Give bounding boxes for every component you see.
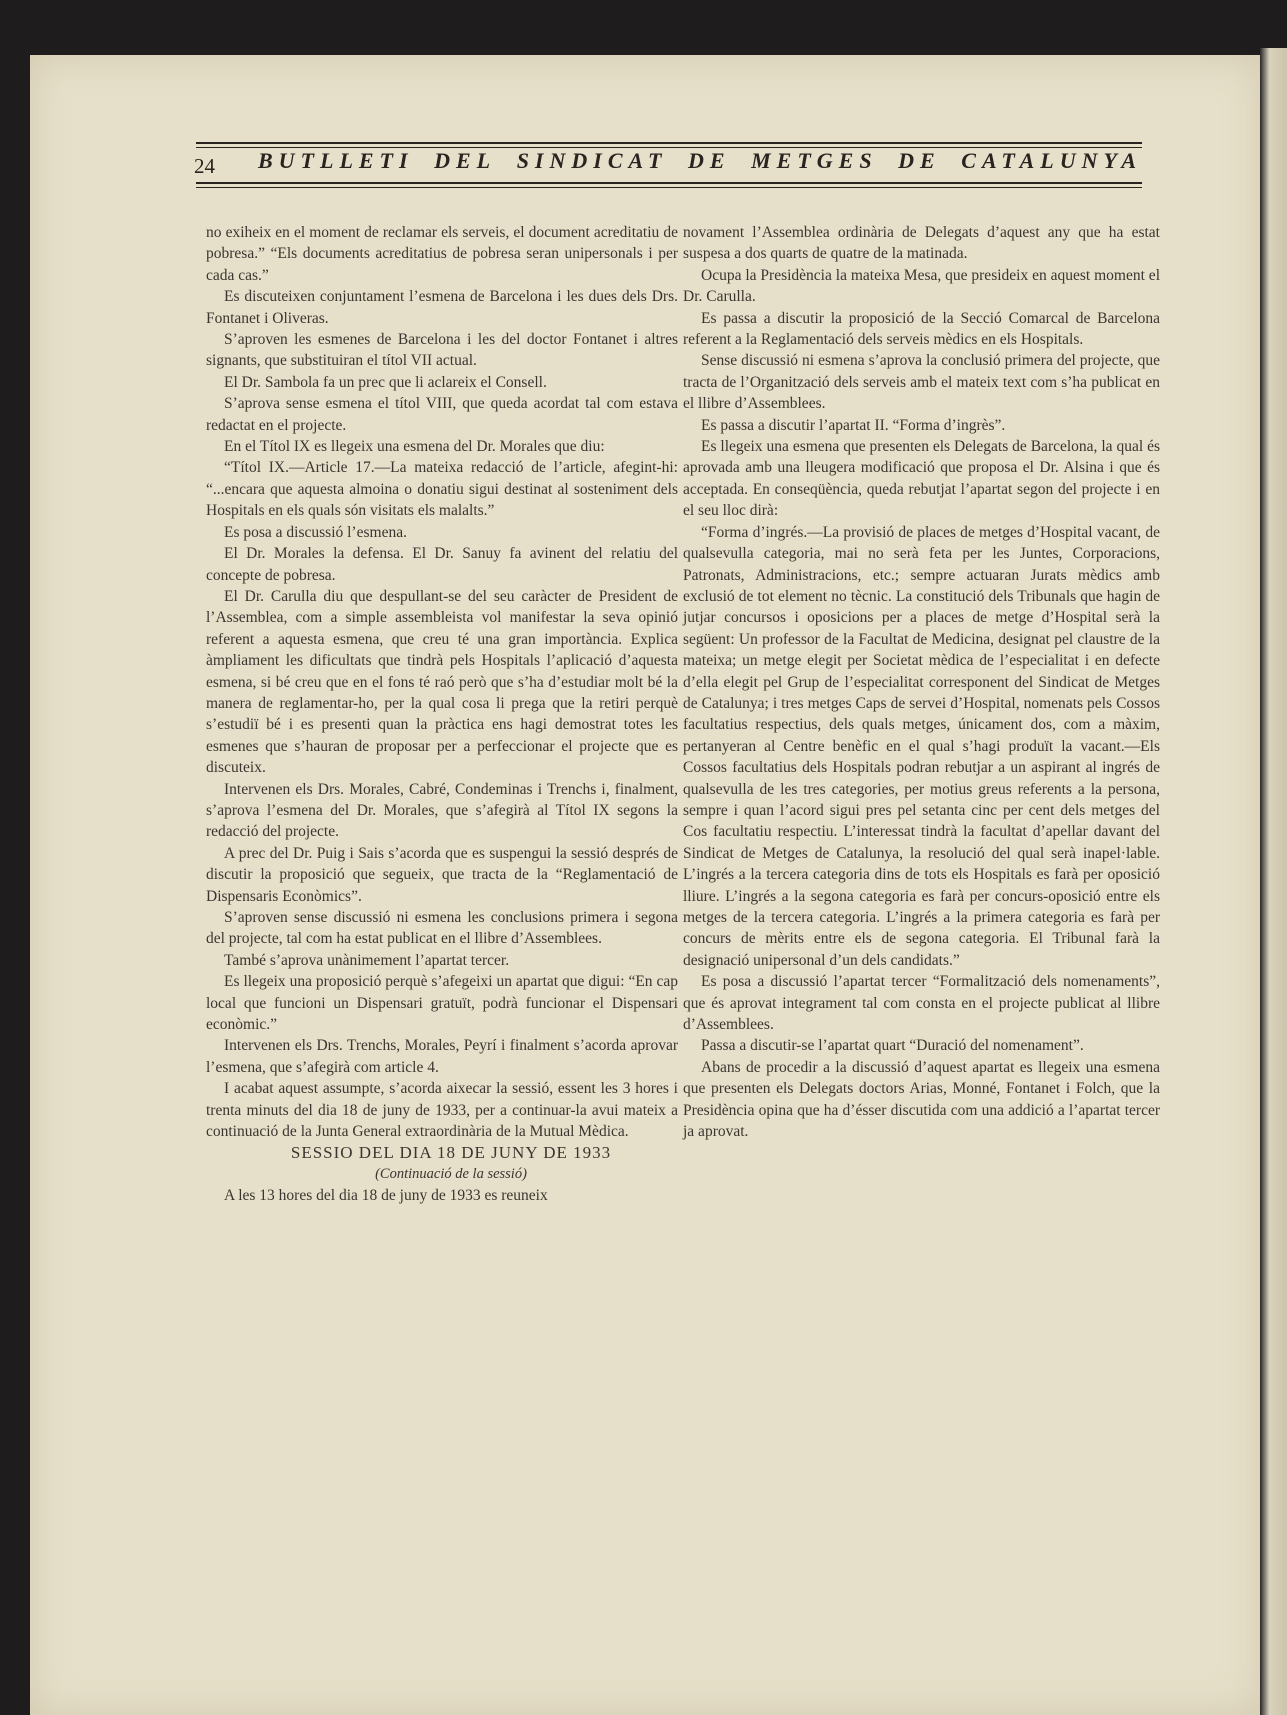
paragraph: Es posa a discussió l’apartat tercer “Formalització dels nomenaments”, que és aprovat integrament tal com consta en el projecte publicat al llibre d’Assemblees. — [683, 973, 1160, 1034]
right-column — [683, 222, 1160, 1142]
journal-title-word: BUTLLETI — [258, 148, 414, 173]
journal-title-word: DE — [898, 148, 941, 173]
next-page-edge — [1260, 48, 1287, 1715]
paragraph: Intervenen els Drs. Morales, Cabré, Condeminas i Trenchs i, finalment, s’aprova l’esmena del Dr. Morales, que s’afegirà al Títol IX segons la redacció del projecte. — [206, 780, 678, 841]
paragraph: El Dr. Carulla diu que despullant-se del seu caràcter de President de l’Assemblea, com a simple assembleista vol manifestar la seva opinió referent a aquesta esmena, que creu té una gran importància. Explica àmpliament les dificultats que tindrà pels Hospitals l’aplicació d’aquesta esmena, si bé creu que en el fons té raó però que s’ha d’estudiar molt bé la manera de reglamentar-ho, per la qual cosa li prega que la retiri perquè s’estudiï bé i es presenti quan la pràctica ens hagi demostrat totes les esmenes que s’hauran de proposar per a perfeccionar el projecte que es discuteix. — [206, 587, 678, 777]
page-number: 24 — [194, 154, 215, 178]
paragraph: “Títol IX.—Article 17.—La mateixa redacció de l’article, afegint-hi: “...encara que aquesta almoina o donatiu sigui destinat al sosteniment dels Hospitals en els quals són visitats els malalts.” — [206, 459, 678, 520]
paragraph: També s’aprova unànimement l’apartat tercer. — [224, 951, 510, 969]
running-header — [166, 88, 1142, 198]
paragraph: Ocupa la Presidència la mateixa Mesa, que presideix en aquest moment el Dr. Carulla. — [683, 266, 1160, 306]
paragraph: En el Títol IX es llegeix una esmena del Dr. Morales que diu: — [224, 438, 605, 456]
paragraph: El Dr. Sambola fa un prec que li aclareix el Consell. — [224, 373, 547, 391]
section-heading: SESSIO DEL DIA 18 DE JUNY DE 1933 — [290, 1143, 612, 1163]
journal-title-word: DE — [687, 148, 731, 173]
paragraph: El Dr. Morales la defensa. El Dr. Sanuy fa avinent del relatiu del concepte de pobresa. — [206, 545, 678, 584]
paragraph: Intervenen els Drs. Trenchs, Morales, Peyrí i finalment s’acorda aprovar l’esmena, que s’afegirà com article 4. — [206, 1037, 678, 1076]
paragraph: A les 13 hores del dia 18 de juny de 1933 es reuneix — [224, 1187, 548, 1205]
paragraph: S’aproven les esmenes de Barcelona i les del doctor Fontanet i altres signants, que substituiran el títol VII actual. — [206, 331, 678, 370]
journal-title-word: DEL — [434, 148, 497, 173]
paragraph: I acabat aquest assumpte, s’acorda aixecar la sessió, essent les 3 hores i trenta minuts del dia 18 de juny de 1933, per a continuar-la avui mateix a continuació de la Junta General extraordinària de la Mutual Mèdica. — [206, 1080, 678, 1141]
paragraph: Es llegeix una proposició perquè s’afegeixi un apartat que digui: “En cap local que funcioni un Dispensari gratuït, podrà funcionar el Dispensari econòmic.” — [206, 973, 678, 1034]
left-column — [206, 222, 678, 1207]
journal-title — [258, 148, 1142, 174]
paragraph: Abans de procedir a la discussió d’aquest apartat es llegeix una esmena que presenten els Delegats doctors Arias, Monné, Fontanet i Folch, que la Presidència opina que ha d’ésser discutida com una addició a l’apartat tercer ja aprovat. — [683, 1058, 1160, 1141]
paragraph: no exiheix en el moment de reclamar els serveis, el document acreditatiu de pobresa.” “Els documents acreditatius de pobresa seran unipersonals i per cada cas.” — [206, 224, 678, 284]
paragraph: Es passa a discutir la proposició de la Secció Comarcal de Barcelona referent a la Reglamentació dels serveis mèdics en els Hospitals. — [683, 309, 1160, 349]
journal-title-word: METGES — [751, 148, 878, 173]
paragraph: Es posa a discussió l’esmena. — [224, 523, 407, 541]
paragraph: Passa a discutir-se l’apartat quart “Duració del nomenament”. — [701, 1037, 1084, 1055]
paragraph: Es passa a discutir l’apartat II. “Forma d’ingrès”. — [701, 416, 1006, 434]
paragraph: “Forma d’ingrés.—La provisió de places de metges d’Hospital vacant, de qualsevulla categoria, mai no serà feta per les Juntes, Corporacions, Patronats, Administracions, etc.; sempre actuaran Jurats mèdics amb exclusió de tot element no tècnic. La constitució dels Tribunals que hagin de jutjar concursos i oposicions per a places de metge d’Hospital serà la següent: Un professor de la Facultat de Medicina, designat pel claustre de la mateixa; un metge elegit per Societat mèdica de l’especialitat i en defecte d’ella elegit pel Grup de l’especialitat corresponent del Sindicat de Metges de Catalunya; i tres metges Caps de servei d’Hospital, nomenats pels Cossos facultatius respectius, dels quals metges, únicament dos, com a màxim, pertanyeran al Centre benèfic en el qual s’hagi produït la vacant.—Els Cossos facultatius dels Hospitals podran rebutjar a un aspirant al ingrés de qualsevulla de les tres categories, per motius greus referents a la persona, sempre i quan l’acord sigui pres pel setanta cinc per cent dels metges del Cos facultatiu respectiu. L’interessat tindrà la facultat d’apellar davant del Sindicat de Metges de Catalunya, la resolució del qual serà inapel·lable. L’ingrés a la tercera categoria dins de tots els Hospitals es farà per oposició lliure. L’ingrés a la segona categoria es farà per concurs-oposició entre els metges de la tercera categoria. L’ingrés a la primera categoria es farà per concurs de mèrits entre els de segona categoria. El Tribunal farà la designació unipersonal d’un dels candidats.” — [683, 523, 1160, 969]
paragraph: A prec del Dr. Puig i Sais s’acorda que es suspengui la sessió després de discutir la proposició que segueix, que tracta de la “Reglamentació de Dispensaris Econòmics”. — [206, 844, 678, 905]
header-rule-bottom-thin — [196, 187, 1142, 188]
header-rule-top — [196, 142, 1142, 144]
section-subheading: (Continuació de la sessió) — [375, 1165, 527, 1182]
paragraph: S’aprova sense esmena el títol VIII, que queda acordat tal com estava redactat en el projecte. — [206, 395, 678, 434]
paragraph: Sense discussió ni esmena s’aprova la conclusió primera del projecte, que tracta de l’Organització dels serveis amb el mateix text com s’ha publicat en el llibre d’Assemblees. — [683, 352, 1160, 413]
paragraph: S’aproven sense discussió ni esmena les conclusions primera i segona del projecte, tal com ha estat publicat en el llibre d’Assemblees. — [206, 909, 678, 948]
header-rule-bottom — [196, 182, 1142, 184]
paragraph: Es discuteixen conjuntament l’esmena de Barcelona i les dues dels Drs. Fontanet i Oliveras. — [206, 288, 678, 327]
paragraph: novament l’Assemblea ordinària de Delegats d’aquest any que ha estat suspesa a dos quarts de quatre de la matinada. — [683, 224, 1160, 263]
journal-title-word: SINDICAT — [516, 148, 668, 173]
paragraph: Es llegeix una esmena que presenten els Delegats de Barcelona, la qual és aprovada amb una lleugera modificació que proposa el Dr. Alsina i que és acceptada. En conseqüència, queda rebutjat l’apartat segon del projecte i en el seu lloc dirà: — [683, 438, 1160, 520]
journal-title-word: CATALUNYA — [961, 148, 1142, 173]
